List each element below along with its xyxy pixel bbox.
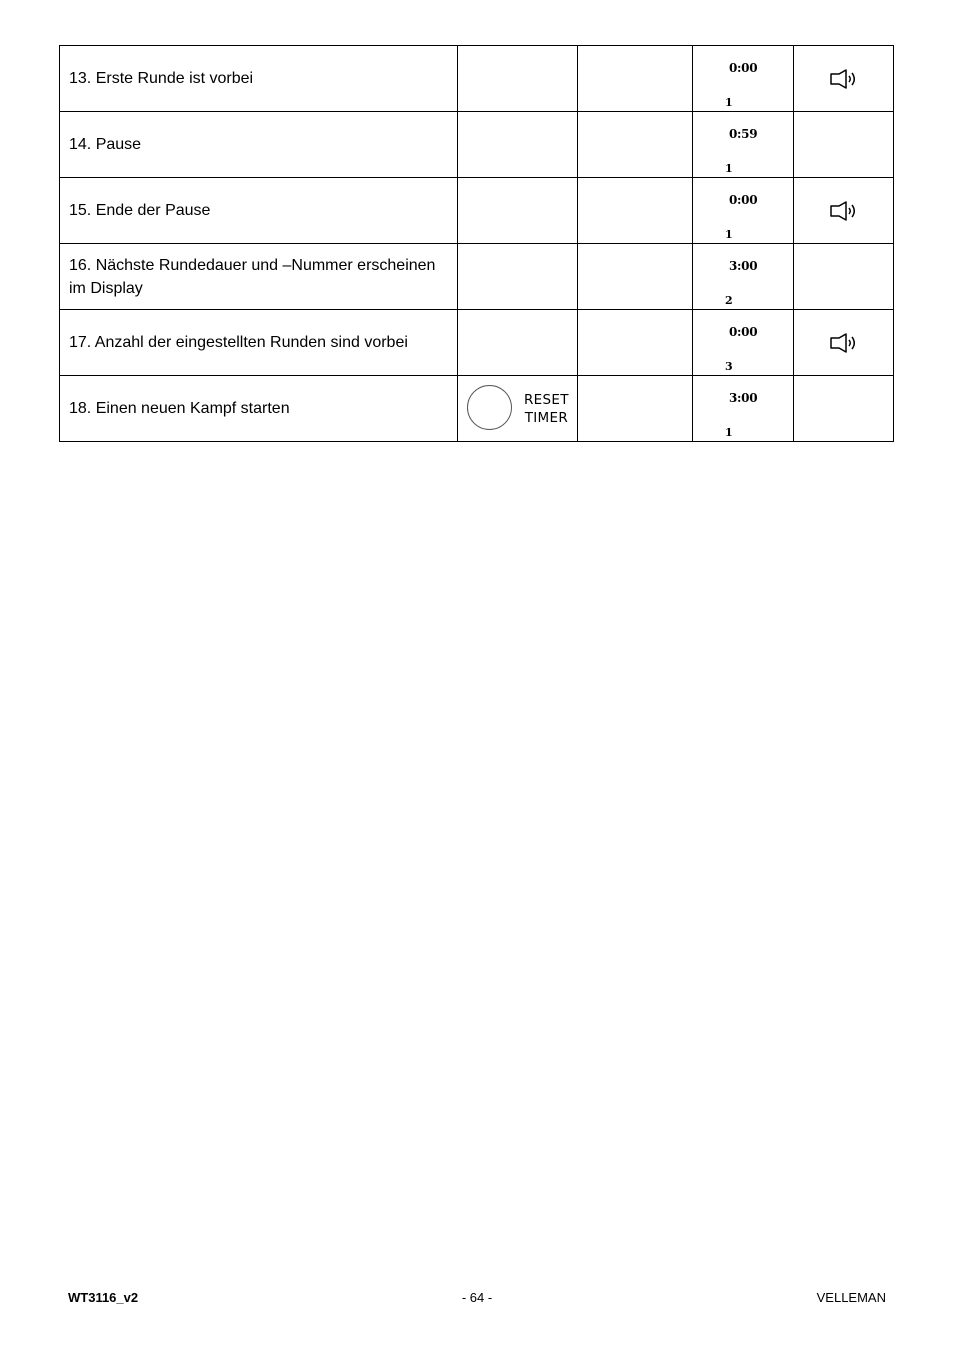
display-time: 0:00 xyxy=(729,193,758,207)
reset-timer-label xyxy=(524,391,569,427)
step-description: 14. Pause xyxy=(60,112,458,178)
step-description: 18. Einen neuen Kampf starten xyxy=(60,376,458,442)
display-cell xyxy=(693,310,794,376)
step-description: 17. Anzahl der eingestellten Runden sind vorbei xyxy=(60,310,458,376)
display-round: 1 xyxy=(725,162,733,175)
reset-timer-control xyxy=(458,376,577,441)
reset-label-line2: TIMER xyxy=(524,410,569,426)
display-time: 0:00 xyxy=(729,61,758,75)
step-description: 15. Ende der Pause xyxy=(60,178,458,244)
display-cell xyxy=(693,46,794,112)
display-cell xyxy=(693,178,794,244)
table-row xyxy=(60,310,894,376)
display-round: 2 xyxy=(725,294,733,307)
button-cell xyxy=(458,376,578,442)
empty-cell xyxy=(578,178,693,244)
sound-cell xyxy=(794,310,894,376)
speaker-icon xyxy=(829,68,859,90)
display-time: 3:00 xyxy=(729,259,758,273)
display-round: 1 xyxy=(725,426,733,439)
display-time: 0:59 xyxy=(729,127,758,141)
empty-cell xyxy=(578,310,693,376)
button-cell xyxy=(458,310,578,376)
display-cell xyxy=(693,376,794,442)
speaker-icon xyxy=(829,200,859,222)
sound-cell xyxy=(794,112,894,178)
display-round: 1 xyxy=(725,96,733,109)
table-row xyxy=(60,112,894,178)
display-round: 3 xyxy=(725,360,733,373)
speaker-icon xyxy=(829,332,859,354)
step-description: 16. Nächste Rundedauer und –Nummer erscheinen im Display xyxy=(60,244,458,310)
display-round: 1 xyxy=(725,228,733,241)
button-cell xyxy=(458,112,578,178)
display-time: 0:00 xyxy=(729,325,758,339)
button-cell xyxy=(458,178,578,244)
empty-cell xyxy=(578,46,693,112)
empty-cell xyxy=(578,376,693,442)
reset-label-line1: RESET xyxy=(524,392,569,408)
display-cell xyxy=(693,244,794,310)
steps-table xyxy=(59,45,894,442)
empty-cell xyxy=(578,112,693,178)
sound-cell xyxy=(794,376,894,442)
footer-brand: VELLEMAN xyxy=(816,1290,886,1305)
reset-timer-button[interactable] xyxy=(467,385,512,430)
display-time: 3:00 xyxy=(729,391,758,405)
button-cell xyxy=(458,244,578,310)
display-cell xyxy=(693,112,794,178)
footer-model: WT3116_v2 xyxy=(68,1290,139,1305)
sound-cell xyxy=(794,244,894,310)
table-row xyxy=(60,376,894,442)
footer-page-number: - 64 - xyxy=(461,1290,493,1305)
sound-cell xyxy=(794,178,894,244)
step-description: 13. Erste Runde ist vorbei xyxy=(60,46,458,112)
sound-cell xyxy=(794,46,894,112)
table-row xyxy=(60,244,894,310)
button-cell xyxy=(458,46,578,112)
empty-cell xyxy=(578,244,693,310)
table-row xyxy=(60,46,894,112)
table-row xyxy=(60,178,894,244)
